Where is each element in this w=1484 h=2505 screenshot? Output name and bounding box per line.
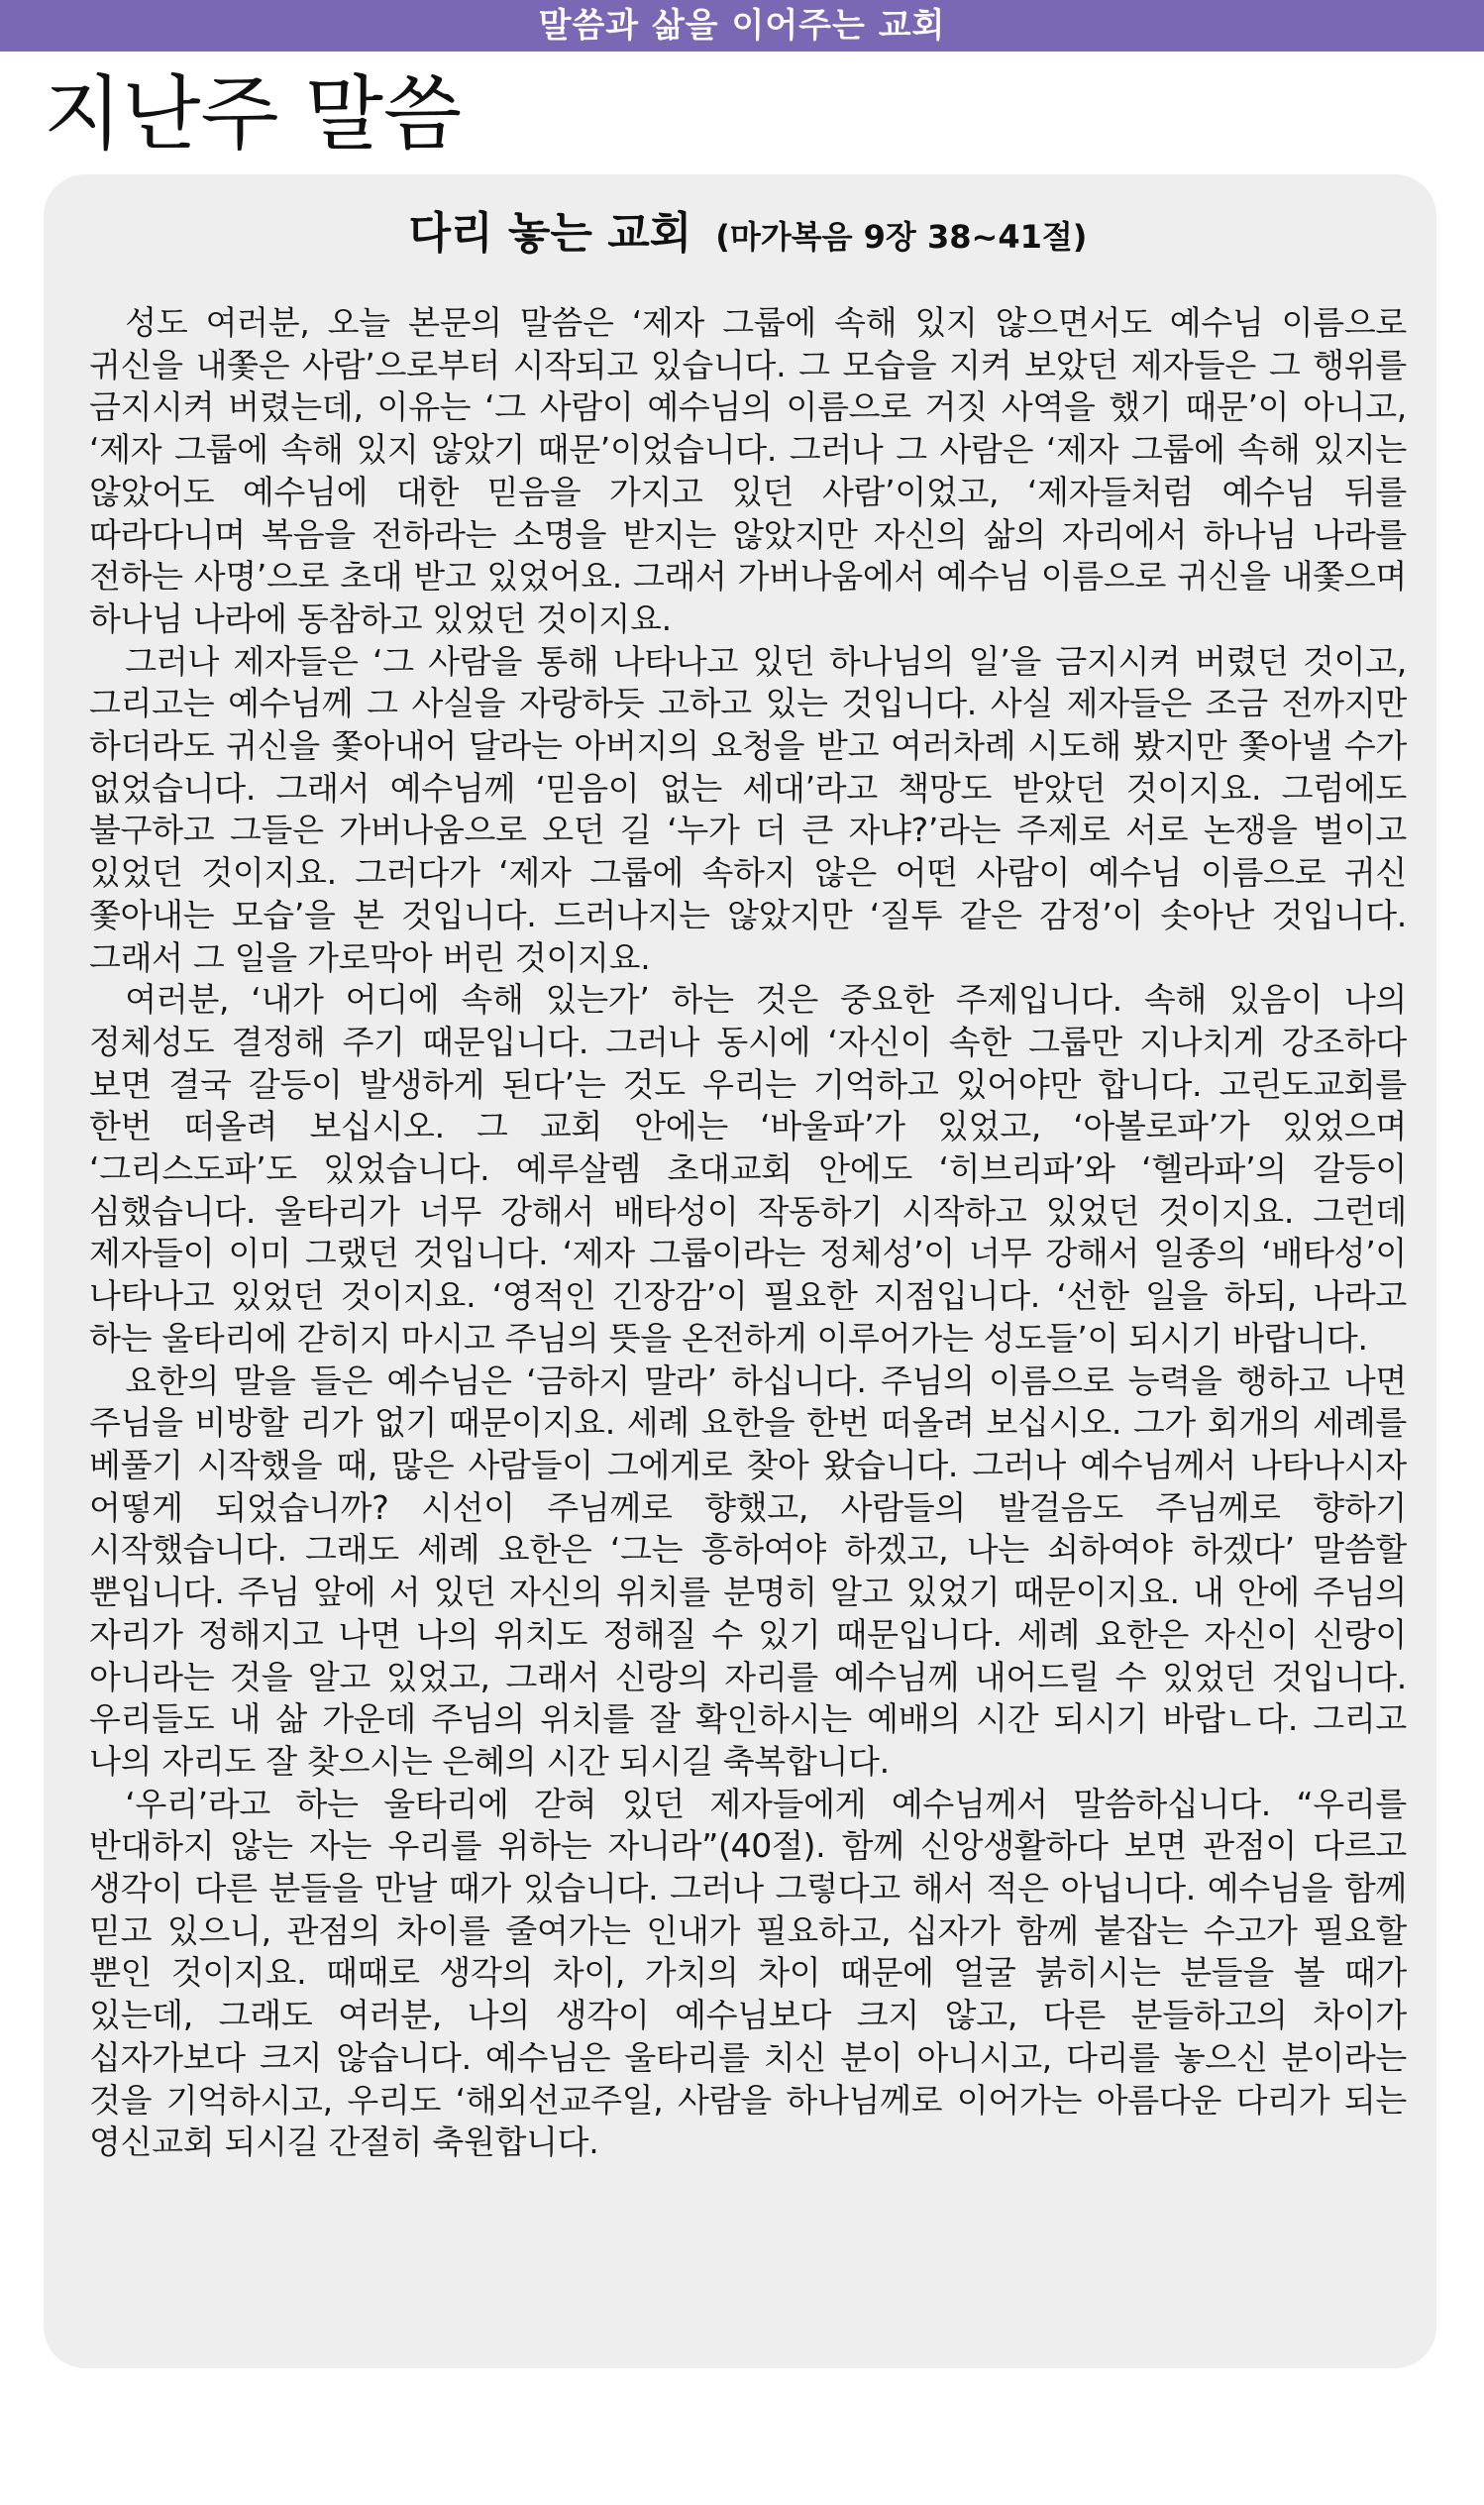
header-banner: 말씀과 삶을 이어주는 교회 (0, 0, 1484, 52)
sermon-paragraph: 요한의 말을 들은 예수님은 ‘금하지 말라’ 하십니다. 주님의 이름으로 능력을 행하고 나면 주님을 비방할 리가 없기 때문이지요. 세례 요한을 한번 떠올려 보십시오. 그가 회개의 세례를 베풀기 시작했을 때, 많은 사람들이 그에게로 찾아 왔습니다. 그러나 예수님께서 나타나시자 어떻게 되었습니까? 시선이 주님께로 향했고, 사람들의 발걸음도 주님께로 향하기 시작했습니다. 그래도 세례 요한은 ‘그는 흥하여야 하겠고, 나는 쇠하여야 하겠다’ 말씀할 뿐입니다. 주님 앞에 서 있던 자신의 위치를 분명히 알고 있었기 때문이지요. 내 안에 주님의 자리가 정해지고 나면 나의 위치도 정해질 수 있기 때문입니다. 세례 요한은 자신이 신랑이 아니라는 것을 알고 있었고, 그래서 신랑의 자리를 예수님께 내어드릴 수 있었던 것입니다. 우리들도 내 삶 가운데 주님의 위치를 잘 확인하시는 예배의 시간 되시기 바랍ㄴ다. 그리고 나의 자리도 잘 찾으시는 은혜의 시간 되시길 축복합니다. (89, 1361, 1407, 1781)
page-title: 지난주 말씀 (44, 67, 463, 162)
sermon-paragraph: ‘우리’라고 하는 울타리에 갇혀 있던 제자들에게 예수님께서 말씀하십니다. “우리를 반대하지 않는 자는 우리를 위하는 자니라”(40절). 함께 신앙생활하다 보면 관점이 다르고 생각이 다른 분들을 만날 때가 있습니다. 그러나 그렇다고 해서 적은 아닙니다. 예수님을 함께 믿고 있으니, 관점의 차이를 줄여가는 인내가 필요하고, 십자가 함께 붙잡는 수고가 필요할 뿐인 것이지요. 때때로 생각의 차이, 가치의 차이 때문에 얼굴 붉히시는 분들을 볼 때가 있는데, 그래도 여러분, 나의 생각이 예수님보다 크지 않고, 다른 분들하고의 차이가 십자가보다 크지 않습니다. 예수님은 울타리를 치신 분이 아니시고, 다리를 놓으신 분이라는 것을 기억하시고, 우리도 ‘해외선교주일, 사람을 하나님께로 이어가는 아름다운 다리가 되는 영신교회 되시길 간절히 축원합니다. (89, 1784, 1407, 2162)
sermon-paragraph: 성도 여러분, 오늘 본문의 말씀은 ‘제자 그룹에 속해 있지 않으면서도 예수님 이름으로 귀신을 내쫓은 사람’으로부터 시작되고 있습니다. 그 모습을 지켜 보았던 제자들은 그 행위를 금지시켜 버렸는데, 이유는 ‘그 사람이 예수님의 이름으로 거짓 사역을 했기 때문’이 아니고, ‘제자 그룹에 속해 있지 않았기 때문’이었습니다. 그러나 그 사람은 ‘제자 그룹에 속해 있지는 않았어도 예수님에 대한 믿음을 가지고 있던 사람’이었고, ‘제자들처럼 예수님 뒤를 따라다니며 복음을 전하라는 소명을 받지는 않았지만 자신의 삶의 자리에서 하나님 나라를 전하는 사명’으로 초대 받고 있었어요. 그래서 가버나움에서 예수님 이름으로 귀신을 내쫓으며 하나님 나라에 동참하고 있었던 것이지요. (89, 303, 1407, 638)
sermon-paragraph: 여러분, ‘내가 어디에 속해 있는가’ 하는 것은 중요한 주제입니다. 속해 있음이 나의 정체성도 결정해 주기 때문입니다. 그러나 동시에 ‘자신이 속한 그룹만 지나치게 강조하다 보면 결국 갈등이 발생하게 된다’는 것도 우리는 기억하고 있어야만 합니다. 고린도교회를 한번 떠올려 보십시오. 그 교회 안에는 ‘바울파’가 있었고, ‘아볼로파’가 있었으며 ‘그리스도파’도 있었습니다. 예루살렘 초대교회 안에도 ‘히브리파’와 ‘헬라파’의 갈등이 심했습니다. 울타리가 너무 강해서 배타성이 작동하기 시작하고 있었던 것이지요. 그런데 제자들이 이미 그랬던 것입니다. ‘제자 그룹이라는 정체성’이 너무 강해서 일종의 ‘배타성’이 나타나고 있었던 것이지요. ‘영적인 긴장감’이 필요한 지점입니다. ‘선한 일을 하되, 나라고 하는 울타리에 갇히지 마시고 주님의 뜻을 온전하게 이루어가는 성도들’이 되시기 바랍니다. (89, 980, 1407, 1358)
sermon-header (89, 204, 1407, 272)
sermon-title: 다리 놓는 교회 (408, 208, 692, 259)
sermon-paragraph: 그러나 제자들은 ‘그 사람을 통해 나타나고 있던 하나님의 일’을 금지시켜 버렸던 것이고, 그리고는 예수님께 그 사실을 자랑하듯 고하고 있는 것입니다. 사실 제자들은 조금 전까지만 하더라도 귀신을 쫓아내어 달라는 아버지의 요청을 받고 여러차례 시도해 봤지만 쫓아낼 수가 없었습니다. 그래서 예수님께 ‘믿음이 없는 세대’라고 책망도 받았던 것이지요. 그럼에도 불구하고 그들은 가버나움으로 오던 길 ‘누가 더 큰 자냐?’라는 주제로 서로 논쟁을 벌이고 있었던 것이지요. 그러다가 ‘제자 그룹에 속하지 않은 어떤 사람이 예수님 이름으로 귀신 쫓아내는 모습’을 본 것입니다. 드러나지는 않았지만 ‘질투 같은 감정’이 솟아난 것입니다. 그래서 그 일을 가로막아 버린 것이지요. (89, 641, 1407, 977)
sermon-scripture-reference: (마가복음 9장 38~41절) (715, 218, 1088, 256)
sermon-body (89, 302, 1407, 2164)
sermon-box (44, 174, 1436, 2368)
